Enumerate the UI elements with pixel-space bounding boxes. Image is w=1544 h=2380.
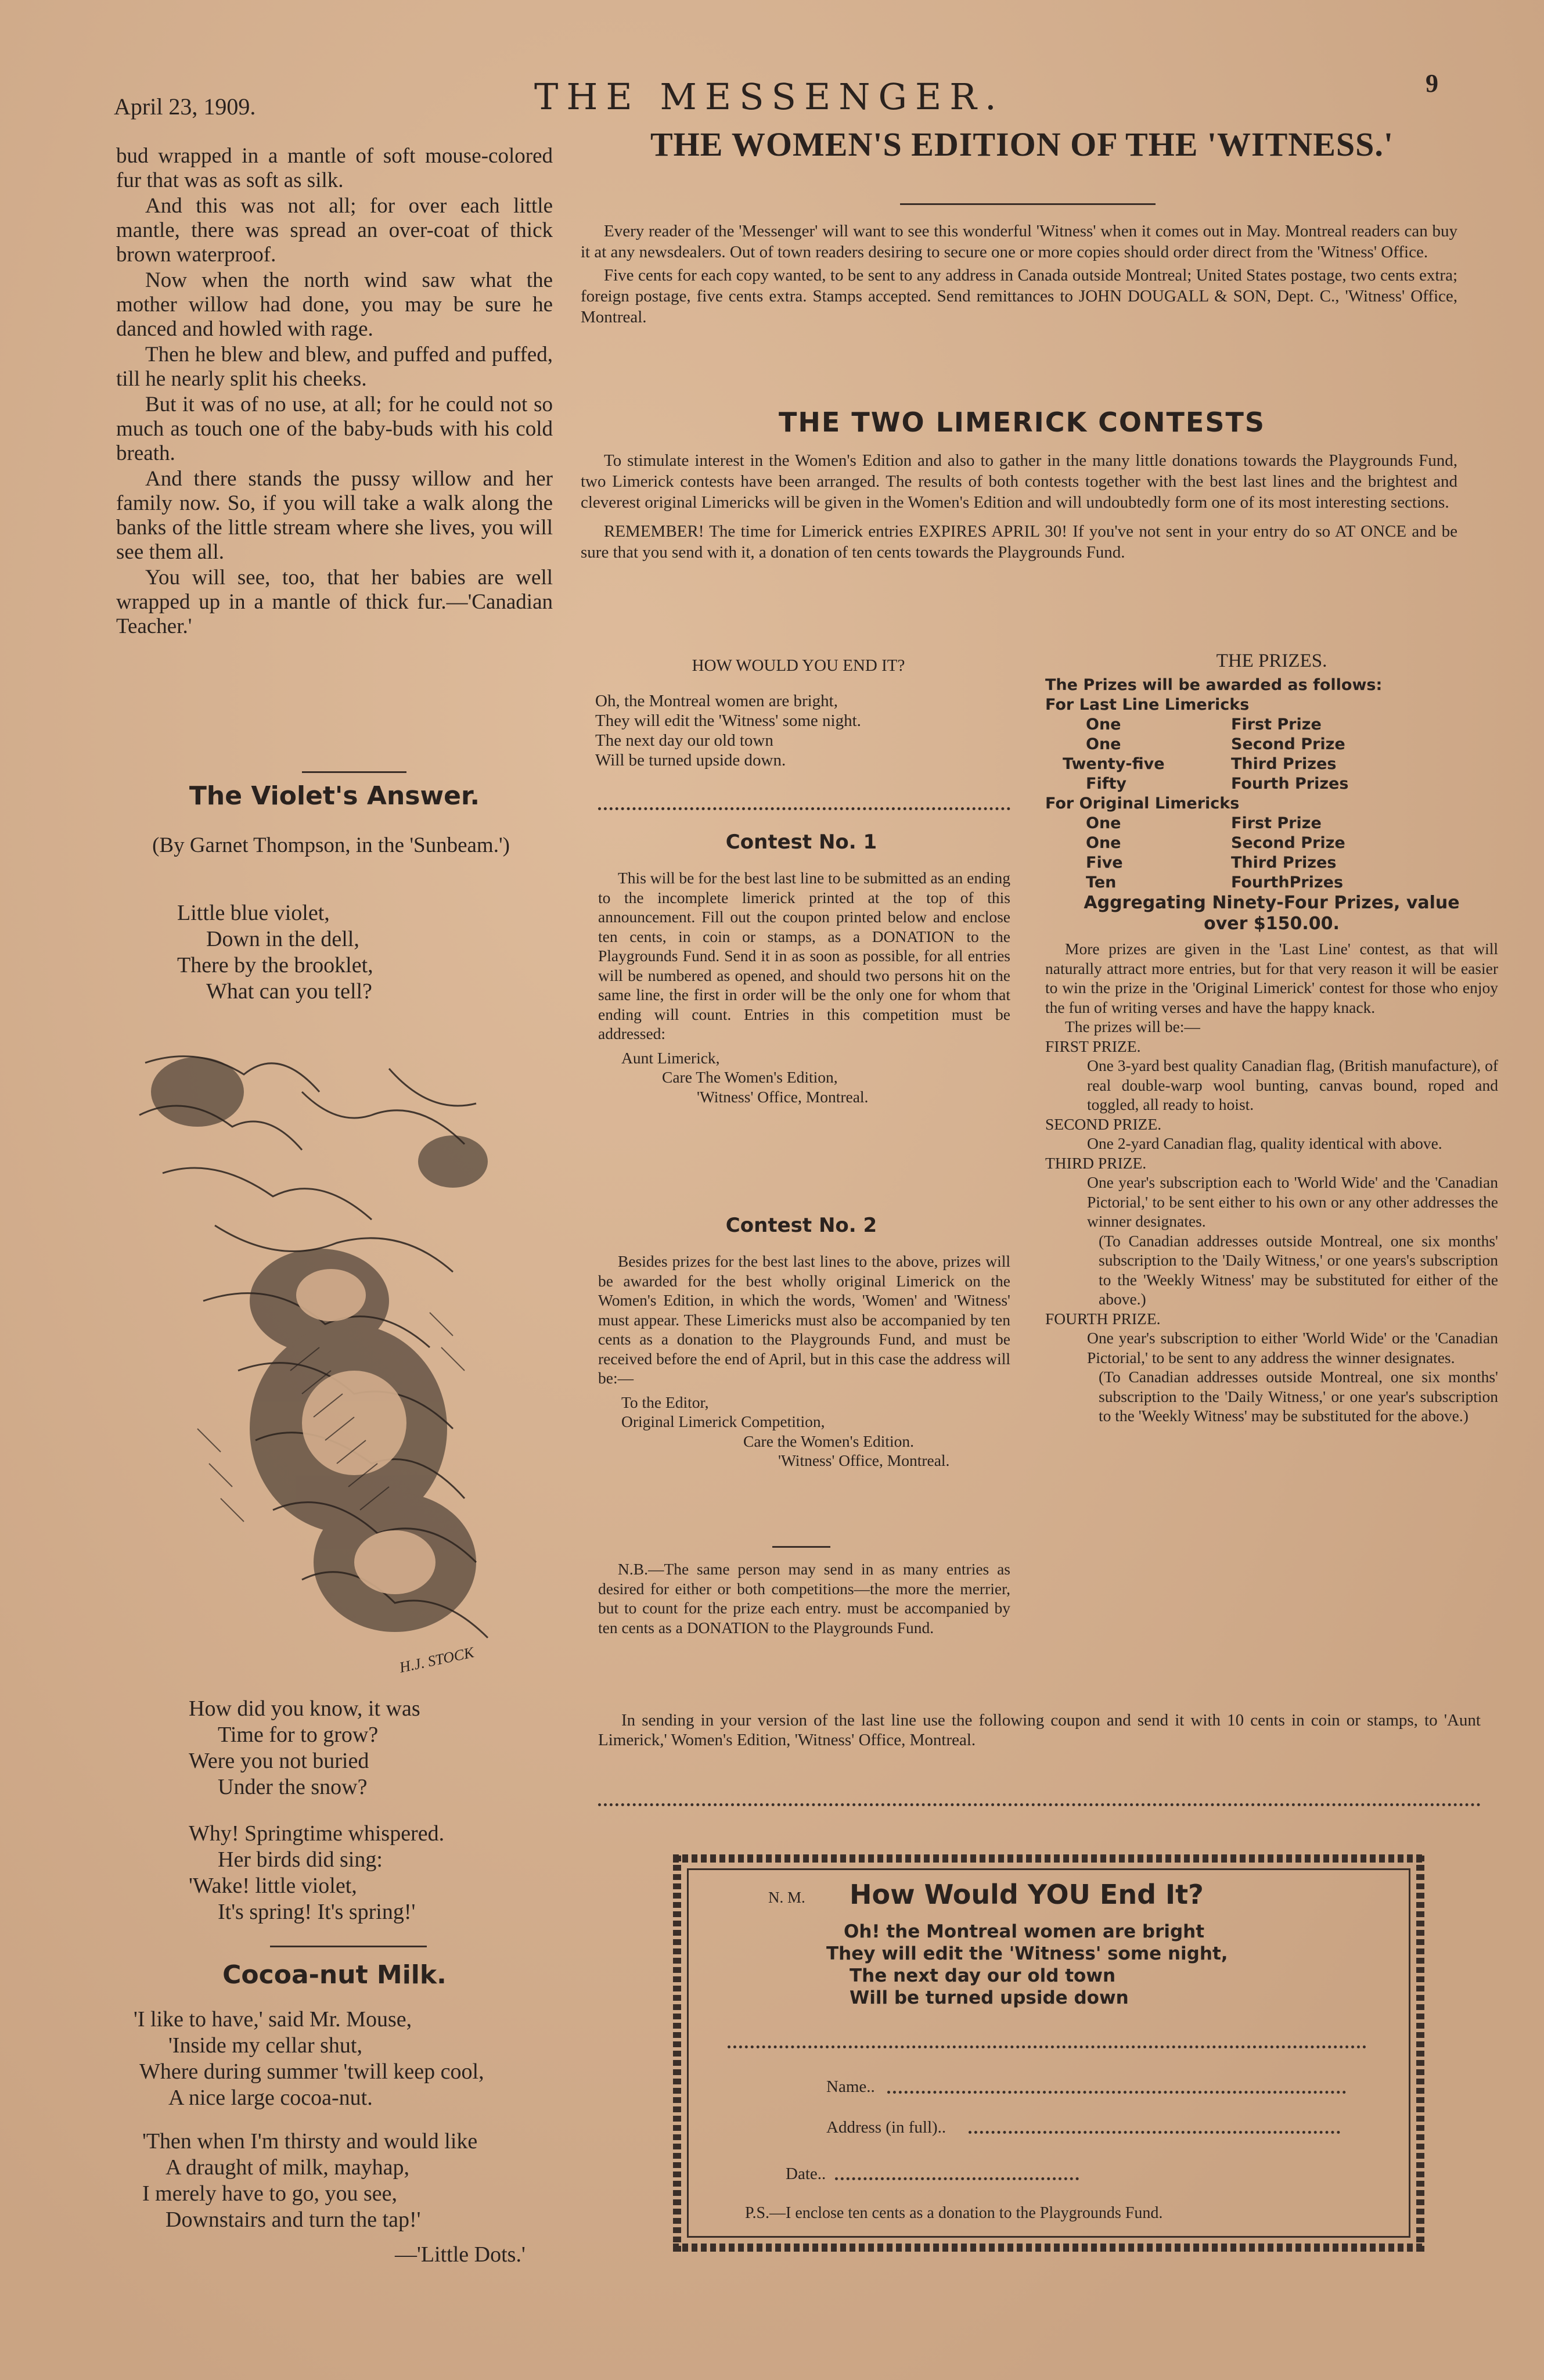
verse-line: The next day our old town	[850, 1965, 1116, 1986]
verse-line: They will edit the 'Witness' some night,	[826, 1943, 1228, 1964]
original-heading: For Original Limericks	[1045, 794, 1240, 812]
prize-row: Five Third Prizes	[1086, 854, 1337, 872]
verse-line: Oh! the Montreal women are bright	[844, 1921, 1205, 1942]
poem-line: Little blue violet,	[177, 901, 330, 925]
first-prize-heading: FIRST PRIZE.	[1045, 1037, 1141, 1055]
poem-line: Why! Springtime whispered.	[189, 1821, 445, 1846]
violet-stanza-2	[189, 1696, 420, 1800]
violet-stanza-3	[189, 1821, 444, 1925]
limerick-intro-paragraph: To stimulate interest in the Women's Edition and also to gather in the many little donations towards the Playgrounds Fund, two Limerick contests have been arranged. The results of both contests together with the best last lines and the brightest and cleverest original Limericks will be given in the Women's Edition and will undoubtedly form one of its most interesting sections.	[581, 451, 1457, 512]
prize-row: One First Prize	[1086, 814, 1322, 832]
story-paragraph: And this was not all; for over each little mantle, there was spread an over-coat of thick brown waterproof.	[116, 194, 553, 267]
last-line-prizes-table	[1045, 715, 1498, 794]
separator-rule	[772, 1546, 830, 1548]
more-prizes-text: More prizes are given in the 'Last Line' contest, as that will naturally attract more entries, but for that very reason it will be easier to win the prize in the 'Original Limerick' contest for those who enjoy the fun of writing verses and have the happy knack.	[1045, 940, 1498, 1016]
address-line: Aunt Limerick,	[621, 1048, 720, 1067]
prize-row: One Second Prize	[1086, 834, 1345, 852]
poem-line: 'Inside my cellar shut,	[168, 2033, 362, 2058]
prizes-awarded: The Prizes will be awarded as follows:	[1045, 676, 1383, 694]
prize-row: One First Prize	[1086, 716, 1322, 734]
contest-1-body	[598, 868, 1010, 1106]
address-line: Care the Women's Edition.	[743, 1432, 914, 1450]
prize-row: One Second Prize	[1086, 735, 1345, 753]
poem-line: I merely have to go, you see,	[142, 2181, 397, 2206]
sending-instructions	[598, 1710, 1481, 1750]
second-prize-heading: SECOND PRIZE.	[1045, 1114, 1162, 1133]
masthead: THE MESSENGER.	[534, 76, 1005, 118]
poem-line: Down in the dell,	[206, 927, 359, 951]
poem-line: Time for to grow?	[218, 1723, 379, 1747]
address-line: Original Limerick Competition,	[621, 1412, 825, 1430]
womens-edition-paragraph: Five cents for each copy wanted, to be sent to any address in Canada outside Montreal; United States postage, two cents extra; foreign postage, five cents extra. Stamps accepted. Send remittances to JOHN DOUGALL & SON, Dept. C., 'Witness' Office, Montreal.	[581, 266, 1457, 326]
story-paragraph: Then he blew and blew, and puffed and puffed, till he nearly split his cheeks.	[116, 343, 553, 391]
page-number: 9	[1426, 69, 1438, 98]
poem-line: It's spring! It's spring!'	[218, 1900, 416, 1924]
sending-text: In sending in your version of the last line use the following coupon and send it with 10 cents in coin or stamps, to 'Aunt Limerick,' Women's Edition, 'Witness' Office, Montreal.	[598, 1711, 1481, 1749]
poem-line: Where during summer 'twill keep cool,	[139, 2059, 484, 2084]
verse-line: They will edit the 'Witness' some night.	[595, 711, 861, 730]
prizes-title: THE PRIZES.	[1216, 650, 1327, 671]
womens-edition-title: THE WOMEN'S EDITION OF THE 'WITNESS.'	[650, 125, 1394, 163]
poem-line: A nice large cocoa-nut.	[168, 2086, 373, 2110]
verse-line: Oh, the Montreal women are bright,	[595, 692, 838, 710]
poem-line: 'I like to have,' said Mr. Mouse,	[134, 2007, 412, 2032]
poem-line: How did you know, it was	[189, 1696, 420, 1721]
date-label: Date..	[786, 2165, 826, 2183]
illustration-signature: H.J. STOCK	[398, 1644, 476, 1676]
cocoa-title: Cocoa-nut Milk.	[222, 1960, 447, 1990]
coupon-nm: N. M.	[768, 1889, 805, 1906]
third-prize-heading: THIRD PRIZE.	[1045, 1153, 1147, 1172]
poem-line: There by the brooklet,	[177, 953, 373, 977]
last-line-heading: For Last Line Limericks	[1045, 696, 1250, 714]
coupon-form	[673, 1854, 1424, 2252]
contest-2-address	[598, 1393, 1010, 1471]
violet-title: The Violet's Answer.	[189, 781, 480, 811]
verse-line: Will be turned upside down	[850, 1987, 1129, 2008]
separator-rule	[900, 203, 1156, 205]
limerick-title: THE TWO LIMERICK CONTESTS	[779, 407, 1265, 438]
nb-text: N.B.—The same person may send in as many entries as desired for either or both competitions—the more the merrier, but to count for the prize each entry. must be accompanied by ten cents as a DONATION to the Playgrounds Fund.	[598, 1560, 1010, 1637]
dotted-divider	[598, 1803, 1481, 1806]
cocoa-credit: —'Little Dots.'	[395, 2242, 526, 2267]
poem-line: Were you not buried	[189, 1749, 369, 1773]
cocoa-stanza-2	[142, 2129, 477, 2233]
poem-line: Under the snow?	[218, 1775, 368, 1799]
story-paragraph: You will see, too, that her babies are well wrapped up in a mantle of thick fur.—'Canadian Teacher.'	[116, 566, 553, 638]
prize-row: Fifty Fourth Prizes	[1086, 775, 1349, 793]
prizes-aggregate: Aggregating Ninety-Four Prizes, value over $150.00.	[1084, 893, 1460, 934]
story-continuation	[116, 144, 553, 640]
poem-line: 'Then when I'm thirsty and would like	[142, 2129, 478, 2153]
contest-1-text: This will be for the best last line to be submitted as an ending to the incomplete limerick printed at the top of this announcement. Fill out the coupon printed below and enclose ten cents, in coin or stamps, as a DONATION to the Playgrounds Fund. Send it in as soon as possible, for all entries will be numbered as opened, and should two persons hit on the same line, the first in order will be the only one for whom that ending will count. Entries in this competition must be addressed:	[598, 869, 1010, 1042]
last-line-entry-field[interactable]	[728, 2045, 1366, 2048]
verse-line: The next day our old town	[595, 731, 773, 750]
dotted-divider	[598, 807, 1010, 810]
violet-illustration	[128, 1022, 569, 1690]
nb-note	[598, 1559, 1010, 1637]
poem-line: 'Wake! little violet,	[189, 1874, 357, 1898]
story-paragraph: But it was of no use, at all; for he could not so much as touch one of the baby-buds with his cold breath.	[116, 393, 553, 465]
separator-rule	[302, 771, 406, 773]
cocoa-stanza-1	[134, 2007, 484, 2111]
coupon-ps: P.S.—I enclose ten cents as a donation to the Playgrounds Fund.	[745, 2204, 1163, 2222]
address-field[interactable]	[969, 2131, 1340, 2134]
separator-rule	[270, 1946, 427, 1947]
womens-edition-body	[581, 221, 1457, 328]
end-it-verse	[595, 691, 861, 770]
contest-2-body	[598, 1252, 1010, 1471]
violet-stanza-1	[177, 900, 373, 1005]
third-prize-text: One year's subscription each to 'World Wide' and the 'Canadian Pictorial,' to be sent either to his own or any other addresses the winner designates.	[1087, 1173, 1498, 1230]
fourth-prize-heading: FOURTH PRIZE.	[1045, 1309, 1161, 1328]
prizes-column	[1045, 650, 1498, 1426]
contest-1-address	[598, 1048, 1010, 1107]
fourth-prize-text: One year's subscription to either 'World Wide' or the 'Canadian Pictorial,' to be sent to any address the winner designates.	[1087, 1329, 1498, 1367]
story-paragraph: And there stands the pussy willow and her family now. So, if you will take a walk along the banks of the little stream where she lives, you will see them all.	[116, 467, 553, 564]
contest-2-text: Besides prizes for the best last lines to the above, prizes will be awarded for the best wholly original Limerick on the Women's Edition, in which the words, 'Women' and 'Witness' must appear. These Limericks must also be accompanied by ten cents as a donation to the Playgrounds Fund, and must be received before the end of April, but in this case the address will be:—	[598, 1252, 1010, 1387]
fourth-prize-note: (To Canadian addresses outside Montreal, one six months' subscription to the 'Daily Witness,' or one year's subscription to the 'Weekly Witness' may be substituted for the above.)	[1099, 1368, 1498, 1425]
poem-line: A draught of milk, mayhap,	[165, 2155, 410, 2180]
poem-line: Her birds did sing:	[218, 1847, 383, 1872]
poem-line: What can you tell?	[206, 979, 372, 1004]
address-label: Address (in full)..	[826, 2118, 946, 2137]
prize-row: Twenty-five Third Prizes	[1063, 755, 1337, 773]
address-line: 'Witness' Office, Montreal.	[778, 1451, 950, 1469]
limerick-intro	[581, 450, 1457, 563]
contest-1-title: Contest No. 1	[725, 831, 877, 854]
verse-line: Will be turned upside down.	[595, 751, 786, 770]
name-field[interactable]	[887, 2091, 1346, 2094]
second-prize-text: One 2-yard Canadian flag, quality identical with above.	[1087, 1134, 1442, 1152]
first-prize-text: One 3-yard best quality Canadian flag, (British manufacture), of real double-warp wool bunting, canvas bound, roped and toggled, all ready to hoist.	[1087, 1056, 1498, 1113]
womens-edition-paragraph: Every reader of the 'Messenger' will want to see this wonderful 'Witness' when it comes out in May. Montreal readers can buy it at any newsdealers. Out of town readers desiring to secure one or more copies should order direct from the 'Witness' Office.	[581, 222, 1457, 261]
story-paragraph: bud wrapped in a mantle of soft mouse-colored fur that was as soft as silk.	[116, 144, 553, 192]
prizes-will-be: The prizes will be:—	[1065, 1018, 1200, 1036]
address-line: To the Editor,	[621, 1393, 709, 1411]
story-paragraph: Now when the north wind saw what the mother willow had done, you may be sure he danced and howled with rage.	[116, 268, 553, 341]
limerick-remember: REMEMBER! The time for Limerick entries EXPIRES APRIL 30! If you've not sent in your entry do so AT ONCE and be sure that you send with it, a donation of ten cents towards the Playgrounds Fund.	[581, 522, 1457, 562]
coupon-title: How Would YOU End It?	[850, 1879, 1204, 1910]
violet-byline: (By Garnet Thompson, in the 'Sunbeam.')	[152, 833, 510, 857]
address-line: Care The Women's Edition,	[662, 1068, 838, 1086]
name-label: Name..	[826, 2077, 875, 2096]
contest-2-title: Contest No. 2	[725, 1214, 877, 1237]
third-prize-note: (To Canadian addresses outside Montreal, one six months' subscription to the 'Daily Witness,' or one years's subscription to the 'Weekly Witness' may be substituted for either of the above.)	[1099, 1231, 1498, 1308]
prize-row: Ten FourthPrizes	[1086, 873, 1344, 891]
date-field[interactable]	[835, 2177, 1079, 2180]
end-it-heading: HOW WOULD YOU END IT?	[692, 656, 905, 675]
address-line: 'Witness' Office, Montreal.	[697, 1087, 869, 1106]
issue-date: April 23, 1909.	[114, 94, 256, 120]
poem-line: Downstairs and turn the tap!'	[165, 2208, 421, 2232]
coupon-verse	[826, 1921, 1228, 2009]
original-prizes-table	[1045, 814, 1498, 893]
